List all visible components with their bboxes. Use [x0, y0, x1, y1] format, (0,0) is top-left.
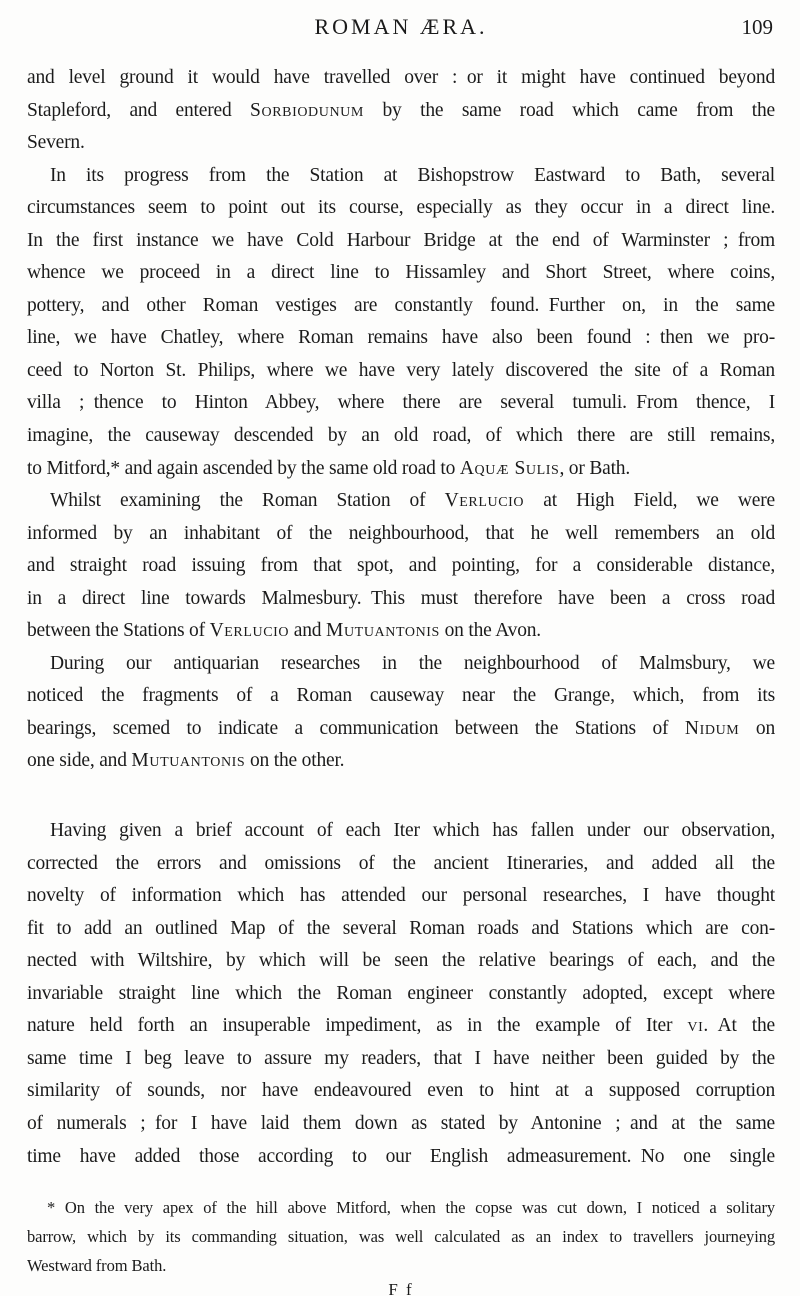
text-line: [27, 615, 775, 648]
text-line: [27, 648, 775, 681]
text-line: [27, 848, 775, 881]
paragraph: [27, 648, 775, 778]
text-line: [27, 1010, 775, 1043]
text-line: [27, 550, 775, 583]
text-line: [27, 1043, 775, 1076]
text-run: at High Field, we were: [524, 490, 775, 512]
text-run: in a direct line towards Malmesbury. This must therefore have been a cross road: [27, 587, 775, 609]
text-run: on the Avon.: [439, 620, 541, 642]
text-line: [27, 420, 775, 453]
running-header: [27, 14, 775, 40]
paragraph: [27, 1193, 775, 1280]
text-line: [27, 322, 775, 355]
text-line: [27, 978, 775, 1011]
small-caps-name: Mutuantonis: [131, 750, 246, 772]
text-run: and straight road issuing from that spot, and pointing, for a considerable distance,: [27, 555, 775, 577]
body-text: [27, 62, 775, 1173]
text-run: . At the: [703, 1015, 775, 1037]
text-run: nected with Wiltshire, by which will be seen the relative bearings of each, and the: [27, 950, 775, 972]
text-run: corrected the errors and omissions of the ancient Itineraries, and added all the: [27, 852, 775, 874]
small-caps-name: Verlucio: [444, 490, 525, 512]
text-run: Whilst examining the Roman Station of: [50, 490, 445, 512]
text-line: [27, 485, 775, 518]
text-line: [27, 880, 775, 913]
text-run: time have added those according to our English admeasurement. No one single: [27, 1145, 775, 1167]
small-caps-name: Nidum: [684, 717, 740, 739]
text-line: [27, 355, 775, 388]
text-line: [27, 1075, 775, 1108]
text-line: [27, 95, 775, 128]
text-run: ceed to Norton St. Philips, where we have very lately discovered the site of a Roman: [27, 359, 775, 381]
page-heading: ROMAN ÆRA.: [314, 14, 488, 39]
text-run: on: [739, 717, 776, 739]
text-line: [27, 1193, 775, 1222]
small-caps-name: Mutuantonis: [326, 620, 440, 642]
text-run: and: [289, 620, 327, 642]
text-run: line, we have Chatley, where Roman remains have also been found : then we pro-: [27, 327, 775, 349]
text-run: In the first instance we have Cold Harbour Bridge at the end of Warminster ; from: [27, 229, 775, 251]
text-run: one side, and: [27, 750, 132, 772]
text-line: [27, 913, 775, 946]
text-run: During our antiquarian researches in the neighbourhood of Malmsbury, we: [50, 652, 775, 674]
text-run: pottery, and other Roman vestiges are constantly found. Further on, in the same: [27, 294, 775, 316]
text-line: [27, 583, 775, 616]
text-run: between the Stations of: [27, 620, 210, 642]
text-run: In its progress from the Station at Bishopstrow Eastward to Bath, several: [50, 164, 775, 186]
text-run: imagine, the causeway descended by an old road, of which there are still remains,: [27, 425, 775, 447]
text-run: Westward from Bath.: [27, 1256, 167, 1276]
text-line: [27, 815, 775, 848]
text-run: nature held forth an insuperable impediment, as in the example of Iter: [27, 1015, 688, 1037]
text-line: [27, 1251, 775, 1280]
text-run: same time I beg leave to assure my readers, that I have neither been guided by the: [27, 1047, 775, 1069]
text-line: [27, 290, 775, 323]
text-line: [27, 127, 775, 160]
small-caps-name: vi: [687, 1015, 704, 1037]
text-line: [27, 945, 775, 978]
text-line: [27, 453, 775, 486]
paragraph: [27, 160, 775, 485]
text-run: by the same road which came from the: [363, 99, 775, 121]
text-line: [27, 257, 775, 290]
text-run: informed by an inhabitant of the neighbourhood, that he well remembers an old: [27, 522, 775, 544]
small-caps-name: Verlucio: [209, 620, 290, 642]
text-run: * On the very apex of the hill above Mitford, when the copse was cut down, I noticed a solitary: [47, 1198, 775, 1218]
signature-mark: F f: [388, 1280, 414, 1296]
footnote: [27, 1193, 775, 1280]
text-line: [27, 225, 775, 258]
text-line: [27, 745, 775, 778]
text-line: [27, 192, 775, 225]
text-run: Stapleford, and entered: [27, 99, 251, 121]
text-line: [27, 680, 775, 713]
text-line: [27, 160, 775, 193]
paragraph: [27, 815, 775, 1173]
text-run: fit to add an outlined Map of the several Roman roads and Stations which are con-: [27, 917, 775, 939]
page-number: 109: [741, 15, 773, 39]
text-line: [27, 62, 775, 95]
paragraph: [27, 62, 775, 160]
text-run: barrow, which by its commanding situation, was well calculated as an index to travellers journeying: [27, 1227, 775, 1247]
text-run: similarity of sounds, nor have endeavoured even to hint at a supposed corruption: [27, 1080, 775, 1102]
text-run: Having given a brief account of each Iter which has fallen under our observation,: [50, 820, 775, 842]
text-run: to Mitford,* and again ascended by the same old road to: [27, 457, 460, 479]
text-line: [27, 1108, 775, 1141]
text-line: [27, 518, 775, 551]
text-run: villa ; thence to Hinton Abbey, where there are several tumuli. From thence, I: [27, 392, 775, 414]
text-run: circumstances seem to point out its course, especially as they occur in a direct line.: [27, 197, 775, 219]
text-run: noticed the fragments of a Roman causeway near the Grange, which, from its: [27, 685, 775, 707]
text-run: Severn.: [27, 132, 85, 154]
small-caps-name: Aquæ Sulis: [459, 457, 560, 479]
text-line: [27, 1141, 775, 1174]
small-caps-name: Sorbiodunum: [250, 99, 364, 121]
text-run: novelty of information which has attended our personal researches, I have thought: [27, 885, 775, 907]
text-run: of numerals ; for I have laid them down as stated by Antonine ; and at the same: [27, 1112, 775, 1134]
text-line: [27, 1222, 775, 1251]
text-run: on the other.: [245, 750, 345, 772]
text-line: [27, 713, 775, 746]
text-run: and level ground it would have travelled over : or it might have continued beyond: [27, 67, 775, 88]
text-run: whence we proceed in a direct line to Hissamley and Short Street, where coins,: [27, 262, 775, 284]
text-run: , or Bath.: [559, 457, 631, 479]
text-run: invariable straight line which the Roman engineer constantly adopted, except where: [27, 982, 775, 1004]
text-run: bearings, scemed to indicate a communication between the Stations of: [27, 717, 685, 739]
paragraph: [27, 485, 775, 648]
text-line: [27, 387, 775, 420]
